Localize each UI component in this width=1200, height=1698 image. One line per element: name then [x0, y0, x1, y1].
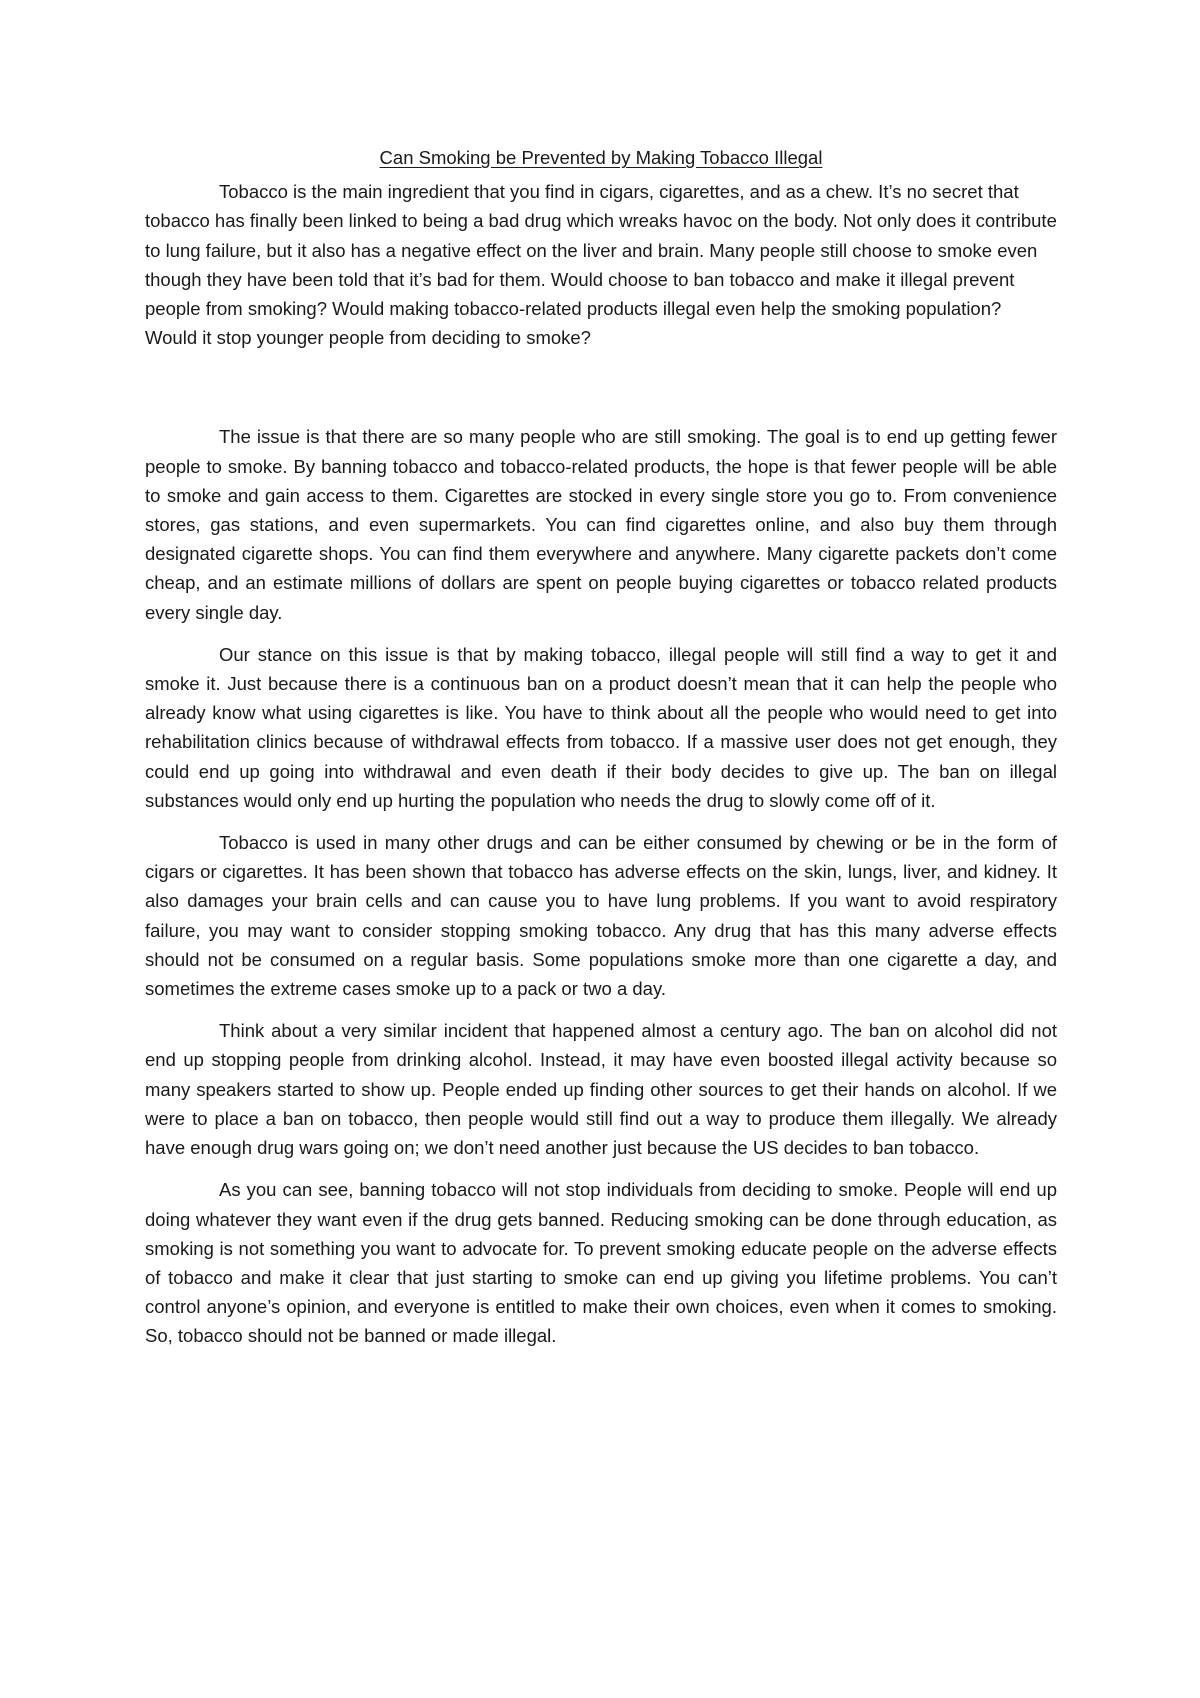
paragraph-stance: Our stance on this issue is that by making tobacco, illegal people will still find a way to get it and smoke it. Just because there is a continuous ban on a product doesn’t mean that it can help the people who already know what using cigarettes is like. You have to think about all the people who would need to get into rehabilitation clinics because of withdrawal effects from tobacco. If a massive user does not get enough, they could end up going into withdrawal and even death if their body decides to give up. The ban on illegal substances would only end up hurting the population who needs the drug to slowly come off of it.: [145, 643, 1057, 811]
paragraph-intro: Tobacco is the main ingredient that you find in cigars, cigarettes, and as a chew. It’s no secret that tobacco has finally been linked to being a bad drug which wreaks havoc on the body. Not only does it contribute to lung failure, but it also has a negative effect on the liver and brain. Many people still choose to smoke even though they have been told that it’s bad for them. Would choose to ban tobacco and make it illegal prevent people from smoking? Would making tobacco-related products illegal even help the smoking population? Would it stop younger people from deciding to smoke?: [145, 181, 1057, 349]
paragraph-conclusion: As you can see, banning tobacco will not stop individuals from deciding to smoke. People will end up doing whatever they want even if the drug gets banned. Reducing smoking can be done through education, as smoking is not something you want to advocate for. To prevent smoking educate people on the adverse effects of tobacco and make it clear that just starting to smoke can end up giving you lifetime problems. You can’t control anyone’s opinion, and everyone is entitled to make their own choices, even when it comes to smoking. So, tobacco should not be banned or made illegal.: [145, 1179, 1057, 1347]
paragraph-history: Think about a very similar incident that happened almost a century ago. The ban on alcohol did not end up stopping people from drinking alcohol. Instead, it may have even boosted illegal activity because so many speakers started to show up. People ended up finding other sources to get their hands on alcohol. If we were to place a ban on tobacco, then people would still find out a way to produce them illegally. We already have enough drug wars going on; we don’t need another just because the US decides to ban tobacco.: [145, 1020, 1057, 1159]
document-title: Can Smoking be Prevented by Making Tobacco Illegal: [379, 147, 823, 168]
paragraph-effects: Tobacco is used in many other drugs and can be either consumed by chewing or be in the form of cigars or cigarettes. It has been shown that tobacco has adverse effects on the skin, lungs, liver, and kidney. It also damages your brain cells and can cause you to have lung problems. If you want to avoid respiratory failure, you may want to consider stopping smoking tobacco. Any drug that has this many adverse effects should not be consumed on a regular basis. Some populations smoke more than one cigarette a day, and sometimes the extreme cases smoke up to a pack or two a day.: [145, 832, 1057, 1000]
paragraph-issue: The issue is that there are so many people who are still smoking. The goal is to end up getting fewer people to smoke. By banning tobacco and tobacco-related products, the hope is that fewer people will be able to smoke and gain access to them. Cigarettes are stocked in every single store you go to. From convenience stores, gas stations, and even supermarkets. You can find cigarettes online, and also buy them through designated cigarette shops. You can find them everywhere and anywhere. Many cigarette packets don’t come cheap, and an estimate millions of dollars are spent on people buying cigarettes or tobacco related products every single day.: [145, 426, 1057, 623]
document-body: [145, 143, 1057, 1364]
